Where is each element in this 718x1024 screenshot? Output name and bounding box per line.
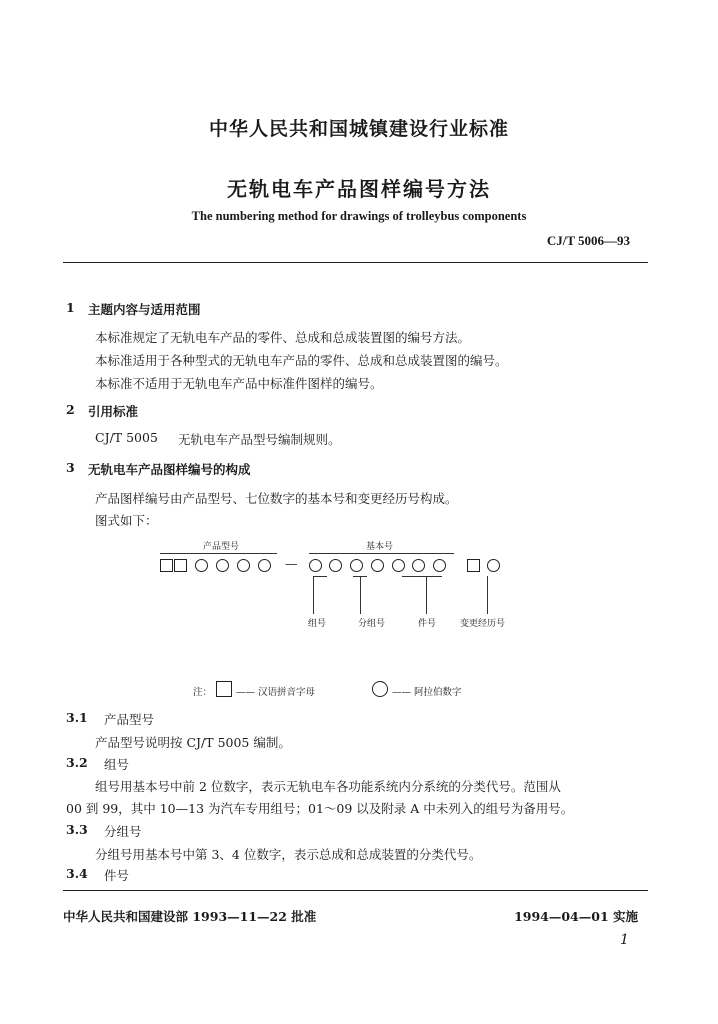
- footer-divider: [63, 890, 648, 891]
- reference-code: CJ/T 5005: [95, 430, 158, 445]
- section-3-2-heading: 组号: [104, 757, 130, 772]
- digit-slot: [216, 559, 229, 572]
- document-title: 无轨电车产品图样编号方法: [227, 177, 491, 201]
- section-3-paragraph-1: 产品图样编号由产品型号、七位数字的基本号和变更经历号构成。: [95, 491, 458, 506]
- legend-square-icon: [216, 681, 232, 697]
- section-3-2-paragraph-2: 00 到 99，其中 10—13 为汽车专用组号；01～09 以及附录 A 中未列入的组号为备用号。: [66, 801, 574, 816]
- section-1-number: 1: [66, 300, 75, 315]
- group-leader-line: [313, 576, 314, 614]
- section-3-3-paragraph: 分组号用基本号中第 3、4 位数字，表示总成和总成装置的分类代号。: [95, 847, 482, 862]
- section-1-paragraph-1: 本标准规定了无轨电车产品的零件、总成和总成装置图的编号方法。: [95, 330, 471, 345]
- section-3-4-number: 3.4: [66, 866, 88, 881]
- approval-line: 中华人民共和国建设部 1993—11—22 批准: [63, 909, 317, 924]
- separator-dash: —: [285, 556, 298, 571]
- english-title: The numbering method for drawings of trolleybus components: [191, 209, 527, 223]
- letter-slot: [467, 559, 480, 572]
- digit-slot: [237, 559, 250, 572]
- section-3-paragraph-2: 图式如下：: [95, 513, 158, 528]
- model-bracket-line: [160, 553, 277, 554]
- digit-slot: [487, 559, 500, 572]
- section-3-2-number: 3.2: [66, 755, 88, 770]
- digit-slot: [412, 559, 425, 572]
- section-3-1-heading: 产品型号: [104, 712, 155, 727]
- legend-circle-text: —— 阿拉伯数字: [392, 687, 462, 698]
- issuing-agency: 中华人民共和国城镇建设行业标准: [208, 118, 509, 140]
- label-group: 组号: [308, 619, 327, 629]
- section-2-heading: 引用标准: [88, 404, 139, 419]
- section-3-number: 3: [66, 460, 75, 475]
- section-3-heading: 无轨电车产品图样编号的构成: [88, 462, 251, 477]
- part-leader-line: [426, 576, 427, 614]
- label-product-model: 产品型号: [203, 542, 240, 552]
- legend-square-text: —— 汉语拼音字母: [236, 687, 316, 698]
- legend-circle-icon: [372, 681, 388, 697]
- label-change-history: 变更经历号: [460, 619, 506, 629]
- section-3-4-heading: 件号: [104, 868, 130, 883]
- effective-date: 1994—04—01 实施: [514, 909, 638, 924]
- section-1-paragraph-2: 本标准适用于各种型式的无轨电车产品的零件、总成和总成装置图的编号。: [95, 353, 508, 368]
- section-3-1-paragraph: 产品型号说明按 CJ/T 5005 编制。: [95, 735, 291, 750]
- standard-number: CJ/T 5006—93: [546, 233, 630, 248]
- label-basic-number: 基本号: [366, 542, 394, 552]
- reference-title: 无轨电车产品型号编制规则。: [178, 432, 341, 447]
- digit-slot: [392, 559, 405, 572]
- header-divider: [63, 262, 648, 263]
- digit-slot: [371, 559, 384, 572]
- section-3-3-heading: 分组号: [104, 824, 142, 839]
- page-number: 1: [620, 932, 629, 948]
- subgroup-leader-bracket: [353, 576, 367, 577]
- digit-slot: [350, 559, 363, 572]
- letter-slot: [160, 559, 173, 572]
- change-leader-line: [487, 576, 488, 614]
- section-1-heading: 主题内容与适用范围: [88, 302, 201, 317]
- part-leader-bracket: [402, 576, 442, 577]
- label-subgroup: 分组号: [358, 619, 386, 629]
- digit-slot: [309, 559, 322, 572]
- subgroup-leader-line: [360, 576, 361, 614]
- section-2-number: 2: [66, 402, 75, 417]
- label-part: 件号: [418, 619, 437, 629]
- section-3-3-number: 3.3: [66, 822, 88, 837]
- digit-slot: [329, 559, 342, 572]
- digit-slot: [258, 559, 271, 572]
- section-3-1-number: 3.1: [66, 710, 88, 725]
- group-leader-bracket: [313, 576, 327, 577]
- section-3-2-paragraph-1: 组号用基本号中前 2 位数字，表示无轨电车各功能系统内分系统的分类代号。范围从: [95, 779, 561, 794]
- letter-slot: [174, 559, 187, 572]
- digit-slot: [195, 559, 208, 572]
- legend-note-prefix: 注：: [193, 687, 213, 698]
- digit-slot: [433, 559, 446, 572]
- basic-bracket-line: [309, 553, 454, 554]
- section-1-paragraph-3: 本标准不适用于无轨电车产品中标准件图样的编号。: [95, 376, 383, 391]
